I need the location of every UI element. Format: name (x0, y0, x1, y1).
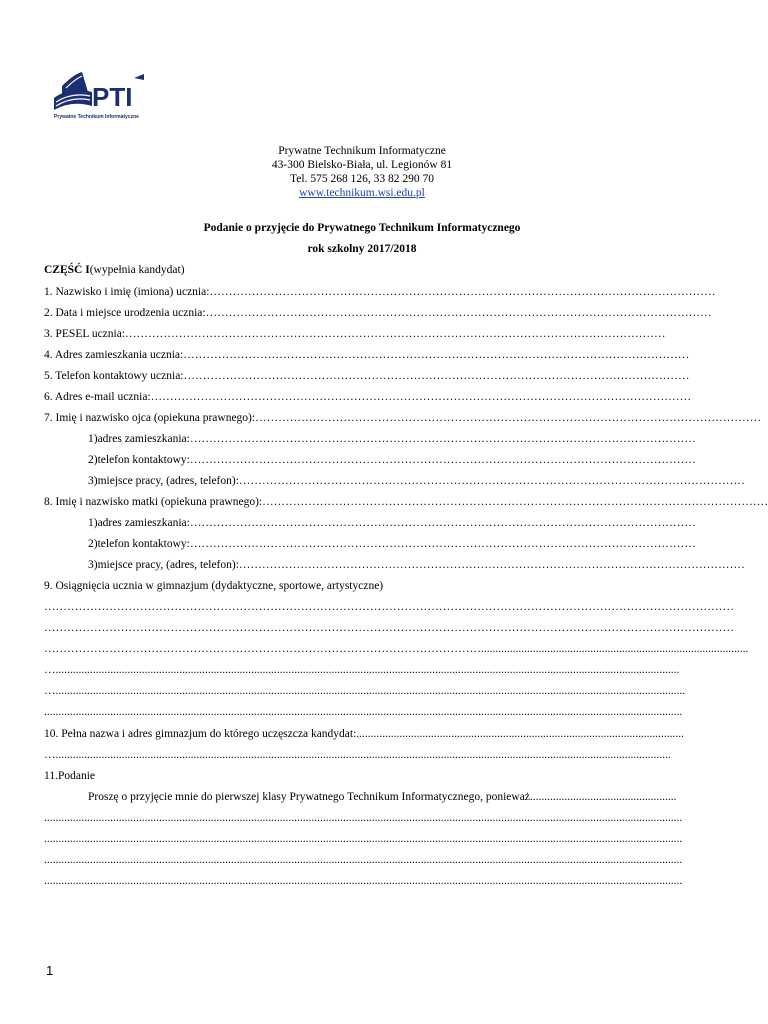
school-address: 43-300 Bielsko-Biała, ul. Legionów 81 (271, 159, 453, 171)
application-line[interactable]: .............................................................................................................................................................................................................................. (44, 854, 683, 866)
achievements-line[interactable]: …........................................................................................................................................................................................................................... (44, 685, 686, 697)
achievements-line[interactable]: .............................................................................................................................................................................................................................. (44, 706, 683, 718)
form-title: Podanie o przyjęcie do Prywatnego Technikum Informatycznego (203, 222, 521, 234)
field-father-address[interactable]: 1)adres zamieszkania:…………………………………………………………………………………………………………………… (88, 433, 696, 445)
achievements-line[interactable]: ……………………………………………………………………………………………………………………………………………………………… (44, 601, 734, 613)
part-note: (wypełnia kandydat) (89, 264, 185, 276)
svg-text:PTI: PTI (92, 82, 133, 112)
field-mother-workplace[interactable]: 3)miejsce pracy, (adres, telefon):…………………………………………………………………………………………………………………… (88, 559, 745, 571)
field-application-label: 11.Podanie (44, 770, 95, 782)
application-line[interactable]: .............................................................................................................................................................................................................................. (44, 812, 683, 824)
field-mother-address[interactable]: 1)adres zamieszkania:…………………………………………………………………………………………………………………… (88, 517, 696, 529)
middle-school-line[interactable]: …...................................................................................................................................................................................................................... (44, 749, 671, 761)
field-student-phone[interactable]: 5. Telefon kontaktowy ucznia:…………………………………………………………………………………………………………………… (44, 370, 690, 382)
field-father-phone[interactable]: 2)telefon kontaktowy:…………………………………………………………………………………………………………………… (88, 454, 696, 466)
school-header (0, 144, 724, 200)
school-phone: Tel. 575 268 126, 33 82 290 70 (290, 173, 434, 185)
achievements-line[interactable]: …......................................................................................................................................................................................................................... (44, 664, 680, 676)
field-mother-name[interactable]: 8. Imię i nazwisko matki (opiekuna prawnego):…………………………………………………………………………………………………………………… (44, 496, 768, 508)
field-student-email[interactable]: 6. Adres e-mail ucznia:…………………………………………………………………………………………………………………………… (44, 391, 692, 403)
achievements-line[interactable]: ……………………………………………………………………………………………………............................................................................................. (44, 643, 749, 655)
field-pesel[interactable]: 3. PESEL ucznia:…………………………………………………………………………………………………………………………… (44, 328, 666, 340)
application-line[interactable]: .............................................................................................................................................................................................................................. (44, 833, 683, 845)
school-logo (52, 68, 156, 120)
field-student-address[interactable]: 4. Adres zamieszkania ucznia:…………………………………………………………………………………………………………………… (44, 349, 690, 361)
svg-text:Prywatne Technikum Informatycz: Prywatne Technikum Informatyczne (54, 114, 139, 120)
field-father-name[interactable]: 7. Imię i nazwisko ojca (opiekuna prawnego):…………………………………………………………………………………………………………………… (44, 412, 762, 424)
field-application-text[interactable]: Proszę o przyjęcie mnie do pierwszej klasy Prywatnego Technikum Informatycznego, ponieważ................................................... (88, 791, 677, 803)
field-birth-date-place[interactable]: 2. Data i miejsce urodzenia ucznia:…………………………………………………………………………………………………………………… (44, 307, 712, 319)
school-website-link[interactable]: www.technikum.wsi.edu.pl (299, 187, 425, 199)
school-name: Prywatne Technikum Informatyczne (278, 145, 446, 157)
field-father-workplace[interactable]: 3)miejsce pracy, (adres, telefon):…………………………………………………………………………………………………………………… (88, 475, 745, 487)
book-logo-icon (52, 68, 156, 120)
field-mother-phone[interactable]: 2)telefon kontaktowy:…………………………………………………………………………………………………………………… (88, 538, 696, 550)
school-year: rok szkolny 2017/2018 (307, 243, 417, 255)
application-line[interactable]: .............................................................................................................................................................................................................................. (44, 875, 683, 887)
field-achievements-label: 9. Osiągnięcia ucznia w gimnazjum (dydaktyczne, sportowe, artystyczne) (44, 580, 384, 592)
achievements-line[interactable]: ……………………………………………………………………………………………………………………………………………………………… (44, 622, 734, 634)
part-heading (44, 263, 680, 277)
field-middle-school[interactable]: 10. Pełna nazwa i adres gimnazjum do którego uczęszcza kandydat:.................................................................................................................. (44, 728, 685, 740)
part-label: CZĘŚĆ I (44, 264, 90, 276)
field-student-name[interactable]: 1. Nazwisko i imię (imiona) ucznia:…………………………………………………………………………………………………………………… (44, 286, 716, 298)
page-number: 1 (46, 963, 54, 978)
